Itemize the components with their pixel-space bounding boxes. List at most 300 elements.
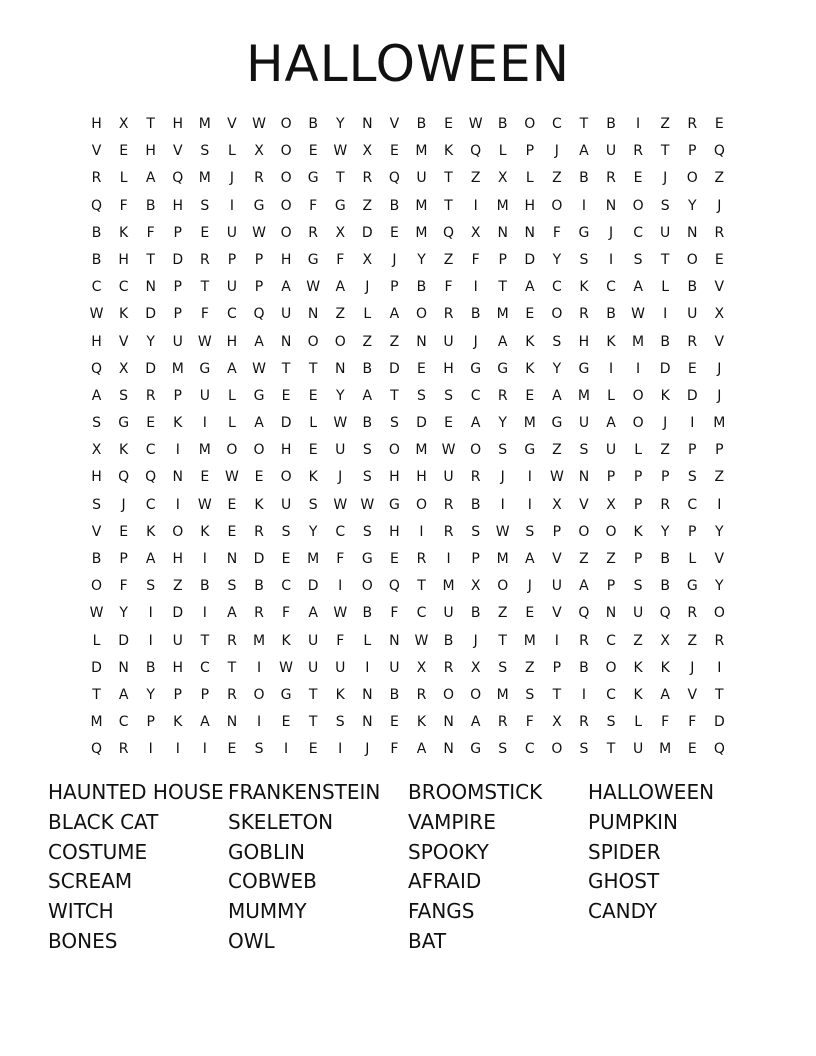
grid-letter[interactable]: E: [281, 551, 291, 567]
grid-letter[interactable]: Q: [470, 143, 482, 160]
grid-letter[interactable]: N: [280, 333, 292, 350]
grid-letter[interactable]: U: [605, 143, 617, 160]
grid-letter[interactable]: P: [254, 251, 264, 268]
grid-letter[interactable]: D: [91, 659, 102, 676]
grid-letter[interactable]: K: [281, 632, 291, 649]
grid-letter[interactable]: E: [525, 605, 535, 622]
grid-letter[interactable]: R: [254, 170, 264, 187]
grid-letter[interactable]: Z: [389, 333, 400, 350]
grid-letter[interactable]: W: [414, 632, 429, 649]
grid-letter[interactable]: W: [333, 143, 348, 160]
grid-letter[interactable]: Q: [91, 741, 103, 758]
grid-letter[interactable]: G: [361, 551, 373, 567]
grid-letter[interactable]: B: [470, 605, 481, 622]
grid-letter[interactable]: E: [281, 387, 291, 404]
grid-letter[interactable]: F: [336, 551, 345, 567]
grid-letter[interactable]: F: [336, 251, 345, 268]
grid-letter[interactable]: H: [389, 523, 400, 540]
grid-letter[interactable]: J: [663, 415, 668, 432]
grid-letter[interactable]: G: [334, 197, 346, 214]
grid-letter[interactable]: V: [91, 523, 102, 540]
grid-letter[interactable]: H: [389, 469, 400, 486]
grid-letter[interactable]: B: [606, 116, 616, 132]
grid-letter[interactable]: G: [118, 415, 130, 432]
grid-letter[interactable]: O: [334, 333, 346, 350]
grid-letter[interactable]: Z: [470, 170, 481, 187]
grid-letter[interactable]: E: [308, 387, 318, 404]
grid-letter[interactable]: T: [146, 116, 155, 132]
grid-letter[interactable]: X: [91, 442, 102, 459]
grid-letter[interactable]: B: [91, 224, 102, 241]
grid-letter[interactable]: W: [333, 605, 348, 622]
grid-letter[interactable]: R: [362, 170, 373, 187]
grid-letter[interactable]: G: [578, 224, 590, 241]
grid-letter[interactable]: D: [524, 251, 536, 268]
grid-letter[interactable]: O: [551, 306, 563, 323]
grid-letter[interactable]: P: [390, 279, 399, 296]
grid-letter[interactable]: Z: [714, 469, 725, 486]
grid-letter[interactable]: K: [633, 523, 643, 540]
grid-letter[interactable]: G: [686, 578, 698, 595]
grid-letter[interactable]: I: [473, 279, 478, 296]
grid-letter[interactable]: G: [551, 415, 563, 432]
grid-letter[interactable]: R: [91, 170, 102, 187]
grid-letter[interactable]: V: [579, 496, 589, 513]
grid-letter[interactable]: K: [660, 659, 670, 676]
grid-letter[interactable]: O: [280, 469, 292, 486]
grid-letter[interactable]: L: [607, 387, 615, 404]
grid-letter[interactable]: S: [525, 686, 535, 703]
grid-letter[interactable]: X: [470, 224, 481, 241]
grid-letter[interactable]: X: [497, 170, 508, 187]
grid-letter[interactable]: S: [633, 251, 643, 268]
grid-letter[interactable]: Y: [715, 578, 724, 595]
grid-letter[interactable]: K: [200, 523, 210, 540]
grid-letter[interactable]: O: [551, 741, 563, 758]
grid-letter[interactable]: S: [362, 469, 372, 486]
grid-letter[interactable]: E: [200, 469, 210, 486]
grid-letter[interactable]: I: [175, 442, 180, 459]
grid-letter[interactable]: E: [687, 360, 697, 377]
grid-letter[interactable]: X: [660, 632, 670, 649]
grid-letter[interactable]: M: [632, 333, 645, 350]
grid-letter[interactable]: E: [200, 224, 210, 241]
grid-letter[interactable]: C: [606, 279, 616, 296]
grid-letter[interactable]: V: [118, 333, 129, 350]
grid-letter[interactable]: O: [713, 605, 725, 622]
grid-letter[interactable]: Y: [335, 116, 345, 132]
grid-letter[interactable]: T: [444, 170, 453, 187]
grid-letter[interactable]: W: [225, 469, 239, 486]
grid-letter[interactable]: B: [660, 578, 670, 595]
grid-letter[interactable]: Y: [687, 197, 697, 214]
grid-letter[interactable]: B: [497, 116, 508, 132]
grid-letter[interactable]: A: [470, 415, 481, 432]
grid-letter[interactable]: N: [307, 306, 319, 323]
grid-letter[interactable]: B: [606, 306, 616, 323]
grid-letter[interactable]: I: [581, 197, 587, 214]
grid-letter[interactable]: U: [389, 659, 400, 676]
grid-letter[interactable]: R: [443, 496, 454, 513]
grid-letter[interactable]: W: [333, 415, 348, 432]
grid-letter[interactable]: E: [227, 741, 237, 758]
grid-letter[interactable]: A: [579, 578, 589, 595]
grid-letter[interactable]: I: [256, 714, 262, 731]
grid-letter[interactable]: I: [229, 197, 234, 214]
grid-letter[interactable]: X: [118, 360, 129, 377]
grid-letter[interactable]: N: [172, 469, 184, 486]
grid-letter[interactable]: H: [416, 469, 427, 486]
grid-letter[interactable]: I: [419, 523, 424, 540]
grid-letter[interactable]: I: [527, 496, 532, 513]
grid-letter[interactable]: L: [92, 632, 101, 649]
grid-letter[interactable]: S: [254, 741, 264, 758]
grid-letter[interactable]: R: [227, 632, 237, 649]
grid-letter[interactable]: X: [552, 496, 562, 513]
grid-letter[interactable]: U: [335, 442, 346, 459]
grid-letter[interactable]: H: [172, 116, 184, 132]
grid-letter[interactable]: U: [226, 279, 238, 296]
grid-letter[interactable]: C: [687, 496, 698, 513]
grid-letter[interactable]: N: [605, 605, 617, 622]
grid-letter[interactable]: O: [226, 442, 238, 459]
grid-letter[interactable]: Q: [145, 469, 157, 486]
grid-letter[interactable]: A: [552, 387, 562, 404]
grid-letter[interactable]: E: [227, 496, 237, 513]
grid-letter[interactable]: I: [527, 469, 532, 486]
grid-letter[interactable]: R: [579, 714, 589, 731]
grid-letter[interactable]: W: [197, 333, 212, 350]
grid-letter[interactable]: P: [146, 714, 155, 731]
grid-letter[interactable]: B: [254, 578, 264, 595]
grid-letter[interactable]: C: [606, 632, 616, 649]
grid-letter[interactable]: B: [389, 197, 400, 214]
grid-letter[interactable]: G: [524, 442, 536, 459]
grid-letter[interactable]: C: [145, 496, 156, 513]
grid-letter[interactable]: Y: [660, 523, 670, 540]
grid-letter[interactable]: E: [146, 415, 156, 432]
grid-letter[interactable]: F: [390, 605, 399, 622]
grid-letter[interactable]: S: [498, 659, 508, 676]
grid-letter[interactable]: J: [365, 279, 370, 296]
grid-letter[interactable]: V: [552, 605, 562, 622]
grid-letter[interactable]: T: [552, 686, 562, 703]
grid-letter[interactable]: W: [279, 659, 293, 676]
grid-letter[interactable]: W: [197, 496, 212, 513]
grid-letter[interactable]: Y: [417, 251, 426, 268]
grid-letter[interactable]: R: [254, 523, 264, 540]
grid-letter[interactable]: O: [605, 523, 617, 540]
grid-letter[interactable]: N: [362, 714, 373, 731]
grid-letter[interactable]: S: [146, 578, 156, 595]
grid-letter[interactable]: K: [660, 387, 670, 404]
grid-letter[interactable]: T: [715, 686, 724, 703]
grid-letter[interactable]: B: [362, 415, 373, 432]
grid-letter[interactable]: Q: [578, 605, 590, 622]
grid-letter[interactable]: R: [714, 224, 725, 241]
grid-letter[interactable]: M: [415, 143, 428, 160]
grid-letter[interactable]: G: [253, 197, 265, 214]
grid-letter[interactable]: Y: [552, 251, 562, 268]
grid-letter[interactable]: T: [660, 251, 670, 268]
grid-letter[interactable]: Z: [552, 170, 562, 187]
grid-letter[interactable]: I: [554, 632, 559, 649]
grid-letter[interactable]: K: [173, 714, 183, 731]
grid-letter[interactable]: Q: [118, 469, 130, 486]
grid-letter[interactable]: S: [579, 442, 589, 459]
grid-letter[interactable]: P: [688, 442, 697, 459]
grid-letter[interactable]: K: [119, 224, 129, 241]
grid-letter[interactable]: O: [361, 578, 373, 595]
grid-letter[interactable]: B: [389, 686, 400, 703]
grid-letter[interactable]: S: [227, 578, 237, 595]
grid-letter[interactable]: E: [525, 306, 535, 323]
grid-letter[interactable]: X: [335, 224, 346, 241]
grid-letter[interactable]: O: [280, 197, 292, 214]
grid-letter[interactable]: T: [498, 632, 507, 649]
grid-letter[interactable]: F: [200, 306, 209, 323]
grid-letter[interactable]: M: [90, 714, 103, 731]
grid-letter[interactable]: A: [335, 279, 346, 296]
grid-letter[interactable]: L: [525, 170, 534, 187]
grid-letter[interactable]: Z: [687, 632, 698, 649]
grid-letter[interactable]: I: [284, 741, 289, 758]
grid-letter[interactable]: Q: [253, 306, 265, 323]
grid-letter[interactable]: O: [253, 442, 265, 459]
grid-letter[interactable]: S: [606, 714, 616, 731]
grid-letter[interactable]: I: [608, 360, 614, 377]
grid-letter[interactable]: C: [118, 714, 129, 731]
grid-letter[interactable]: D: [145, 360, 157, 377]
grid-letter[interactable]: D: [172, 605, 184, 622]
grid-letter[interactable]: M: [496, 551, 509, 567]
grid-letter[interactable]: W: [252, 116, 266, 132]
grid-letter[interactable]: Z: [633, 632, 643, 649]
grid-letter[interactable]: O: [280, 116, 292, 132]
grid-letter[interactable]: J: [365, 741, 370, 758]
grid-letter[interactable]: D: [361, 224, 373, 241]
grid-letter[interactable]: K: [254, 496, 264, 513]
grid-letter[interactable]: I: [608, 251, 614, 268]
grid-letter[interactable]: W: [360, 496, 375, 513]
grid-letter[interactable]: O: [307, 333, 319, 350]
grid-letter[interactable]: N: [497, 224, 508, 241]
grid-letter[interactable]: O: [443, 686, 455, 703]
grid-letter[interactable]: G: [388, 496, 400, 513]
grid-letter[interactable]: D: [307, 578, 319, 595]
grid-letter[interactable]: R: [227, 686, 237, 703]
grid-letter[interactable]: R: [633, 143, 643, 160]
grid-letter[interactable]: O: [686, 170, 698, 187]
grid-letter[interactable]: N: [524, 224, 536, 241]
grid-letter[interactable]: J: [229, 170, 234, 187]
grid-letter[interactable]: R: [145, 387, 156, 404]
grid-letter[interactable]: U: [416, 170, 427, 187]
grid-letter[interactable]: H: [172, 551, 184, 567]
grid-letter[interactable]: G: [307, 251, 319, 268]
grid-letter[interactable]: X: [118, 116, 129, 132]
grid-letter[interactable]: N: [443, 714, 454, 731]
grid-letter[interactable]: P: [498, 251, 507, 268]
grid-letter[interactable]: V: [714, 279, 725, 296]
grid-letter[interactable]: E: [444, 415, 453, 432]
grid-letter[interactable]: I: [500, 496, 505, 513]
grid-letter[interactable]: B: [470, 306, 481, 323]
grid-letter[interactable]: O: [551, 197, 563, 214]
grid-letter[interactable]: S: [119, 387, 129, 404]
grid-letter[interactable]: S: [362, 523, 372, 540]
grid-letter[interactable]: S: [281, 523, 291, 540]
grid-letter[interactable]: X: [552, 714, 562, 731]
grid-letter[interactable]: O: [280, 143, 292, 160]
grid-letter[interactable]: R: [687, 605, 698, 622]
grid-letter[interactable]: I: [148, 632, 153, 649]
grid-letter[interactable]: S: [308, 496, 318, 513]
grid-letter[interactable]: J: [473, 333, 478, 350]
grid-letter[interactable]: K: [606, 333, 616, 350]
grid-letter[interactable]: P: [660, 469, 670, 486]
grid-letter[interactable]: T: [417, 578, 426, 595]
grid-letter[interactable]: C: [470, 387, 481, 404]
grid-letter[interactable]: U: [551, 578, 562, 595]
grid-letter[interactable]: I: [690, 415, 695, 432]
grid-letter[interactable]: R: [416, 551, 427, 567]
grid-letter[interactable]: Z: [362, 197, 373, 214]
grid-letter[interactable]: E: [714, 251, 724, 268]
grid-letter[interactable]: W: [252, 224, 266, 241]
grid-letter[interactable]: S: [552, 333, 562, 350]
grid-letter[interactable]: S: [660, 197, 670, 214]
grid-letter[interactable]: O: [632, 415, 644, 432]
grid-letter[interactable]: A: [525, 279, 535, 296]
grid-letter[interactable]: G: [578, 360, 590, 377]
grid-letter[interactable]: R: [443, 306, 454, 323]
grid-letter[interactable]: T: [308, 714, 318, 731]
grid-letter[interactable]: H: [172, 659, 184, 676]
grid-letter[interactable]: W: [549, 469, 564, 486]
grid-letter[interactable]: E: [389, 143, 399, 160]
grid-letter[interactable]: E: [254, 469, 264, 486]
grid-letter[interactable]: Z: [335, 306, 346, 323]
grid-letter[interactable]: O: [497, 578, 509, 595]
grid-letter[interactable]: R: [199, 251, 210, 268]
grid-letter[interactable]: R: [714, 632, 725, 649]
grid-letter[interactable]: P: [173, 686, 182, 703]
grid-letter[interactable]: I: [202, 741, 207, 758]
grid-letter[interactable]: X: [254, 143, 264, 160]
grid-letter[interactable]: B: [416, 116, 427, 132]
grid-letter[interactable]: H: [145, 143, 156, 160]
grid-letter[interactable]: A: [633, 279, 643, 296]
grid-letter[interactable]: J: [717, 197, 722, 214]
grid-letter[interactable]: F: [119, 197, 128, 214]
grid-letter[interactable]: T: [281, 360, 291, 377]
grid-letter[interactable]: F: [444, 279, 453, 296]
grid-letter[interactable]: R: [308, 224, 319, 241]
grid-letter[interactable]: V: [172, 143, 183, 160]
grid-letter[interactable]: K: [525, 360, 535, 377]
grid-letter[interactable]: H: [91, 333, 102, 350]
grid-letter[interactable]: F: [552, 224, 561, 241]
grid-letter[interactable]: M: [659, 741, 672, 758]
grid-letter[interactable]: A: [525, 551, 535, 567]
grid-letter[interactable]: A: [200, 714, 210, 731]
grid-letter[interactable]: S: [200, 197, 210, 214]
grid-letter[interactable]: Z: [443, 251, 454, 268]
grid-letter[interactable]: P: [173, 387, 182, 404]
grid-letter[interactable]: C: [145, 442, 156, 459]
grid-letter[interactable]: I: [717, 659, 722, 676]
grid-letter[interactable]: J: [717, 387, 722, 404]
grid-letter[interactable]: K: [119, 442, 129, 459]
grid-letter[interactable]: W: [468, 116, 483, 132]
grid-letter[interactable]: Y: [146, 333, 155, 350]
grid-letter[interactable]: N: [605, 197, 617, 214]
grid-letter[interactable]: W: [333, 496, 348, 513]
grid-letter[interactable]: O: [470, 686, 482, 703]
grid-letter[interactable]: N: [389, 632, 400, 649]
grid-letter[interactable]: R: [606, 170, 616, 187]
grid-letter[interactable]: J: [121, 496, 126, 513]
grid-letter[interactable]: K: [579, 279, 589, 296]
grid-letter[interactable]: K: [146, 523, 156, 540]
grid-letter[interactable]: J: [690, 659, 695, 676]
grid-letter[interactable]: I: [175, 496, 180, 513]
grid-letter[interactable]: U: [308, 632, 319, 649]
grid-letter[interactable]: C: [91, 279, 102, 296]
grid-letter[interactable]: E: [119, 143, 129, 160]
grid-letter[interactable]: C: [227, 306, 237, 323]
grid-letter[interactable]: Z: [660, 116, 670, 132]
grid-letter[interactable]: H: [172, 197, 184, 214]
grid-letter[interactable]: S: [579, 741, 589, 758]
grid-letter[interactable]: C: [551, 116, 562, 132]
grid-letter[interactable]: A: [227, 605, 237, 622]
grid-letter[interactable]: E: [714, 116, 724, 132]
grid-letter[interactable]: D: [172, 251, 184, 268]
grid-letter[interactable]: O: [632, 197, 644, 214]
grid-letter[interactable]: T: [390, 387, 399, 404]
grid-letter[interactable]: D: [416, 415, 427, 432]
grid-letter[interactable]: V: [91, 143, 102, 160]
grid-letter[interactable]: N: [416, 333, 427, 350]
grid-letter[interactable]: A: [308, 605, 318, 622]
grid-letter[interactable]: G: [280, 686, 292, 703]
grid-letter[interactable]: N: [362, 116, 373, 132]
grid-letter[interactable]: L: [309, 415, 318, 432]
grid-letter[interactable]: N: [145, 279, 156, 296]
grid-letter[interactable]: L: [228, 143, 236, 160]
grid-letter[interactable]: S: [579, 251, 589, 268]
grid-letter[interactable]: Y: [715, 523, 724, 540]
grid-letter[interactable]: Z: [660, 442, 670, 459]
grid-letter[interactable]: P: [254, 279, 264, 296]
grid-letter[interactable]: T: [335, 170, 345, 187]
grid-letter[interactable]: B: [145, 659, 156, 676]
grid-letter[interactable]: G: [497, 360, 509, 377]
grid-letter[interactable]: Y: [119, 605, 128, 622]
grid-letter[interactable]: P: [173, 224, 182, 241]
grid-letter[interactable]: S: [92, 415, 101, 432]
grid-letter[interactable]: T: [200, 632, 210, 649]
grid-letter[interactable]: F: [282, 605, 291, 622]
grid-letter[interactable]: L: [688, 551, 697, 567]
grid-letter[interactable]: B: [308, 116, 318, 132]
grid-letter[interactable]: B: [687, 279, 698, 296]
grid-letter[interactable]: F: [688, 714, 697, 731]
grid-letter[interactable]: Z: [524, 659, 535, 676]
grid-letter[interactable]: R: [254, 605, 264, 622]
